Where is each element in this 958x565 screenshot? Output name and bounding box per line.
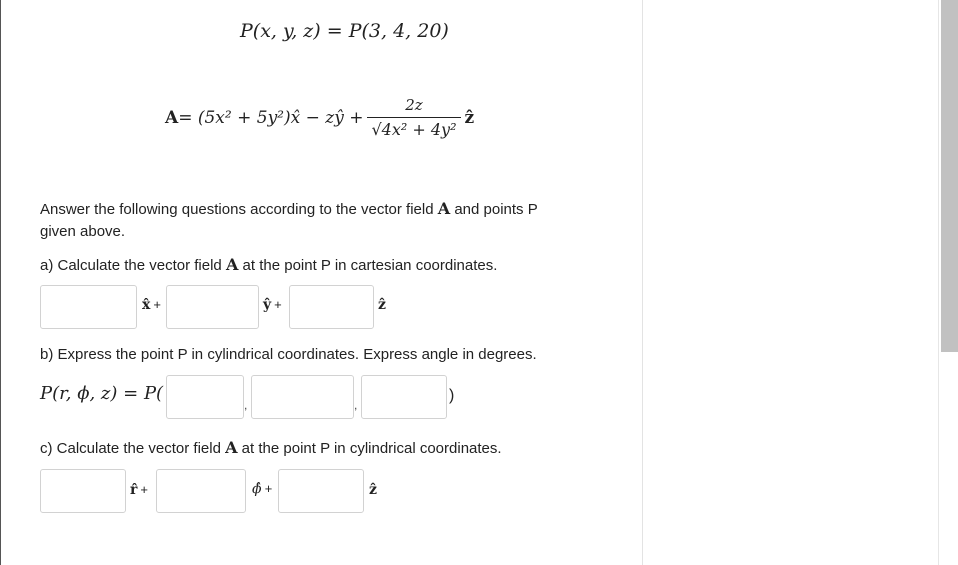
plus-sign: + xyxy=(140,482,148,497)
fraction xyxy=(367,96,460,139)
part-a-y-unit xyxy=(263,297,282,313)
z-unit-vector: ẑ xyxy=(464,107,475,128)
z-hat-icon: ẑ xyxy=(369,482,377,498)
comma-1: , xyxy=(244,398,248,412)
part-a-z-unit xyxy=(378,297,386,313)
part-c-question xyxy=(40,438,502,457)
cylindrical-point-label: P(r, ϕ, z) = P( xyxy=(40,383,164,404)
part-a-x-unit xyxy=(142,297,161,313)
intro-text-pre: Answer the following questions according to the vector field xyxy=(40,201,438,218)
plus-sign: + xyxy=(264,481,273,496)
part-a-question xyxy=(40,255,497,274)
intro-text-post: and points P xyxy=(450,201,538,218)
part-c-r-input[interactable] xyxy=(40,469,126,513)
part-b-z-input[interactable] xyxy=(361,375,447,419)
intro-line-2: given above. xyxy=(40,223,126,240)
part-a-y-input[interactable] xyxy=(166,285,259,329)
z-hat-icon: ẑ xyxy=(378,297,386,313)
part-c-text-post: at the point P in cylindrical coordinates. xyxy=(237,440,502,457)
part-c-phi-input[interactable] xyxy=(156,469,246,513)
phi-hat-icon: ϕ̂ xyxy=(252,481,262,497)
part-b-question: b) Express the point P in cylindrical coordinates. Express angle in degrees. xyxy=(40,346,537,363)
scrollbar-thumb[interactable] xyxy=(941,0,958,352)
part-a-x-input[interactable] xyxy=(40,285,137,329)
comma-2: , xyxy=(354,398,358,412)
part-c-r-unit xyxy=(130,482,148,498)
plus-sign: + xyxy=(274,297,282,312)
part-c-phi-unit xyxy=(252,481,272,497)
window-left-border xyxy=(0,0,1,565)
part-c-text-pre: c) Calculate the vector field xyxy=(40,440,226,457)
part-c-bold-A: A xyxy=(225,438,238,457)
vector-field-equation xyxy=(165,96,474,139)
plus-sign: + xyxy=(153,297,161,312)
part-a-text-pre: a) Calculate the vector field xyxy=(40,257,226,274)
part-a-text-post: at the point P in cartesian coordinates. xyxy=(238,257,498,274)
part-a-bold-A: A xyxy=(225,255,239,274)
r-hat-icon: r̂ xyxy=(130,482,138,498)
part-c-z-unit xyxy=(369,482,377,498)
close-paren: ) xyxy=(449,387,455,404)
part-b-r-input[interactable] xyxy=(166,375,244,419)
sqrt-icon: √ xyxy=(371,120,382,139)
y-hat-icon: ŷ xyxy=(263,297,272,313)
vector-field-symbol: A xyxy=(165,107,179,128)
part-b-phi-input[interactable] xyxy=(251,375,354,419)
radicand: 4x² + 4y² xyxy=(381,120,457,139)
intro-bold-A: A xyxy=(437,199,451,218)
part-c-z-input[interactable] xyxy=(278,469,364,513)
x-hat-icon: x̂ xyxy=(142,297,151,313)
vector-field-terms: = (5x² + 5y²)x̂ − zŷ + xyxy=(178,107,364,128)
fraction-denominator xyxy=(367,117,460,139)
fraction-numerator: 2z xyxy=(405,96,423,114)
intro-line-1 xyxy=(40,199,538,218)
point-equation: P(x, y, z) = P(3, 4, 20) xyxy=(240,20,449,42)
part-a-z-input[interactable] xyxy=(289,285,374,329)
